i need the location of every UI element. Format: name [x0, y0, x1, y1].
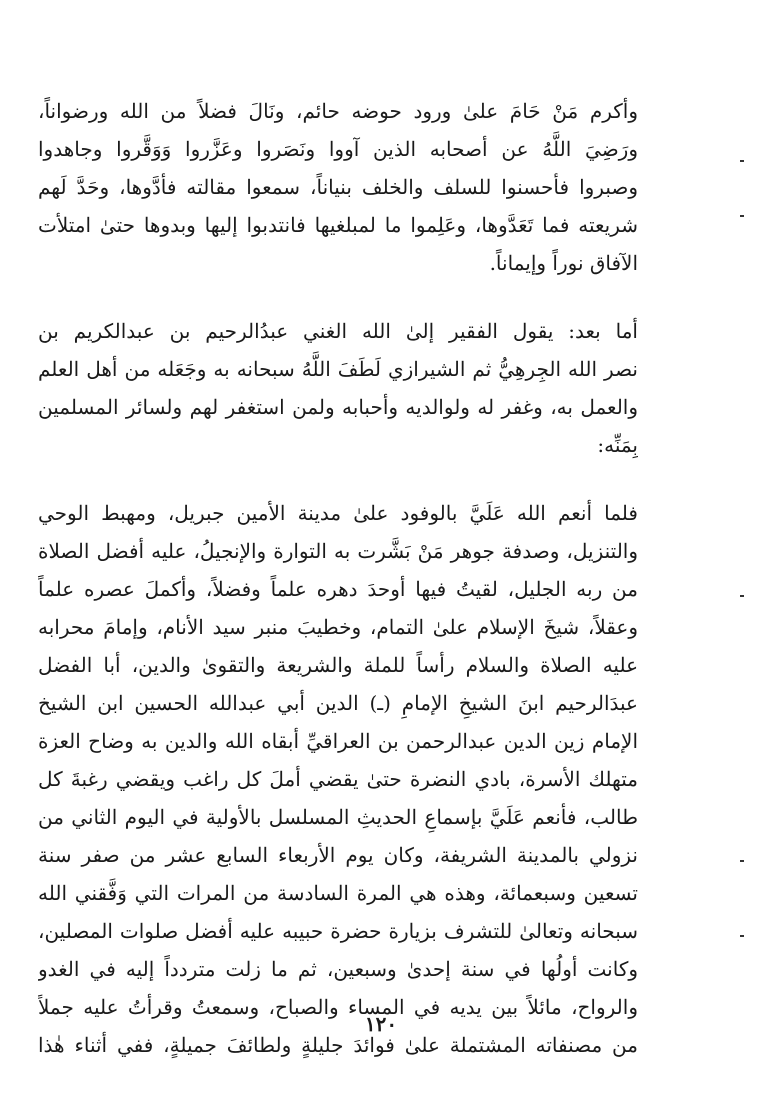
paragraph-2 — [38, 312, 638, 464]
margin-mark — [740, 595, 744, 597]
paragraph-spacer — [38, 282, 638, 312]
text-line: الإمام زين الدين عبدالرحمن بن العراقيِّ أبقاه الله والدين به وضاح العزة — [38, 729, 638, 753]
text-line: والعمل به، وغفر له ولوالديه وأحبابه ولمن استغفر لهم ولسائر المسلمين — [38, 395, 638, 419]
text-line: ورَضِيَ اللَّهُ عن أصحابه الذين آووا ونَصَروا وعَزَّروا وَوَقَّروا وجاهدوا — [38, 137, 638, 161]
paragraph-spacer — [38, 464, 638, 494]
text-line: تسعين وسبعمائة، وهذه هي المرة السادسة من المرات التي وَفَّقني الله — [38, 881, 638, 905]
text-line: وكانت أولُها في سنة إحدىٰ وسبعين، ثم ما زلت متردداً إليه في الغدو — [38, 957, 638, 981]
text-line: عبدَالرحيم ابنَ الشيخِ الإمامِ (ـ) الدين أبي عبدالله الحسين ابن الشيخ — [38, 691, 638, 715]
text-line: سبحانه وتعالىٰ للتشرف بزيارة حضرة حبيبه عليه أفضل صلوات المصلين، — [38, 919, 638, 943]
page-body — [38, 92, 638, 1064]
text-line: بِمَنِّه: — [597, 433, 638, 457]
page-number: ١٢٠ — [364, 1012, 398, 1036]
text-line: طالب، فأنعم عَلَيَّ بإسماعِ الحديثِ المسلسل بالأولية في اليوم الثاني من — [38, 805, 638, 829]
text-line: أما بعد: يقول الفقير إلىٰ الله الغني عبدُالرحيم بن عبدالكريم بن — [38, 319, 638, 343]
paragraph-1 — [38, 92, 638, 282]
text-line: متهلك الأسرة، بادي النضرة حتىٰ يقضي أملَ كل راغب ويقضي رغبةَ كل — [38, 767, 638, 791]
text-line: من مصنفاته المشتملة علىٰ فوائدَ جليلةٍ ولطائفَ جميلةٍ، ففي أثناء هٰذا — [38, 1033, 638, 1057]
text-line: وعقلاً، شيخَ الإسلام علىٰ التمام، وخطيبَ منبر سيد الأنام، وإمامَ محرابه — [38, 615, 638, 639]
text-line: نصر الله الجِرهِيُّ ثم الشيرازي لَطَفَ اللَّهُ سبحانه به وجَعَله من أهل العلم — [38, 357, 638, 381]
margin-mark — [740, 215, 744, 217]
text-line: وصبروا فأحسنوا للسلف والخلف بنياناً، سمعوا مقالته فأدَّوها، وحَدَّ لَهم — [38, 175, 638, 199]
margin-mark — [740, 160, 744, 162]
text-line: وأكرم مَنْ حَامَ علىٰ ورود حوضه حائم، ونَالَ فضلاً من الله ورضواناً، — [38, 99, 638, 123]
text-line: والرواح، مائلاً بين يديه في المساء والصباح، وسمعتُ وقرأتُ عليه جملاً — [38, 995, 638, 1019]
paragraph-3 — [38, 494, 638, 1064]
text-line: الآفاق نوراً وإيماناً. — [489, 251, 638, 275]
text-line: نزولي بالمدينة الشريفة، وكان يوم الأربعاء السابع عشر من صفر سنة — [38, 843, 638, 867]
text-line: والتنزيل، وصدفة جوهر مَنْ بَشَّرت به التوارة والإنجيلُ، عليه أفضل الصلاة — [38, 539, 638, 563]
text-line: فلما أنعم الله عَلَيَّ بالوفود علىٰ مدينة الأمين جبريل، ومهبط الوحي — [38, 501, 638, 525]
text-line: من ربه الجليل، لقيتُ فيها أوحدَ دهره علماً وفضلاً، وأكملَ عصره علماً — [38, 577, 638, 601]
text-line: شريعته فما تَعَدَّوها، وعَلِموا ما لمبلغيها فانتدبوا إليها وبدوها حتىٰ امتلأت — [38, 213, 638, 237]
text-line: عليه الصلاة والسلام رأساً للملة والشريعة والتقوىٰ والدين، أبا الفضل — [38, 653, 638, 677]
margin-mark — [740, 860, 744, 862]
margin-mark — [740, 935, 744, 937]
